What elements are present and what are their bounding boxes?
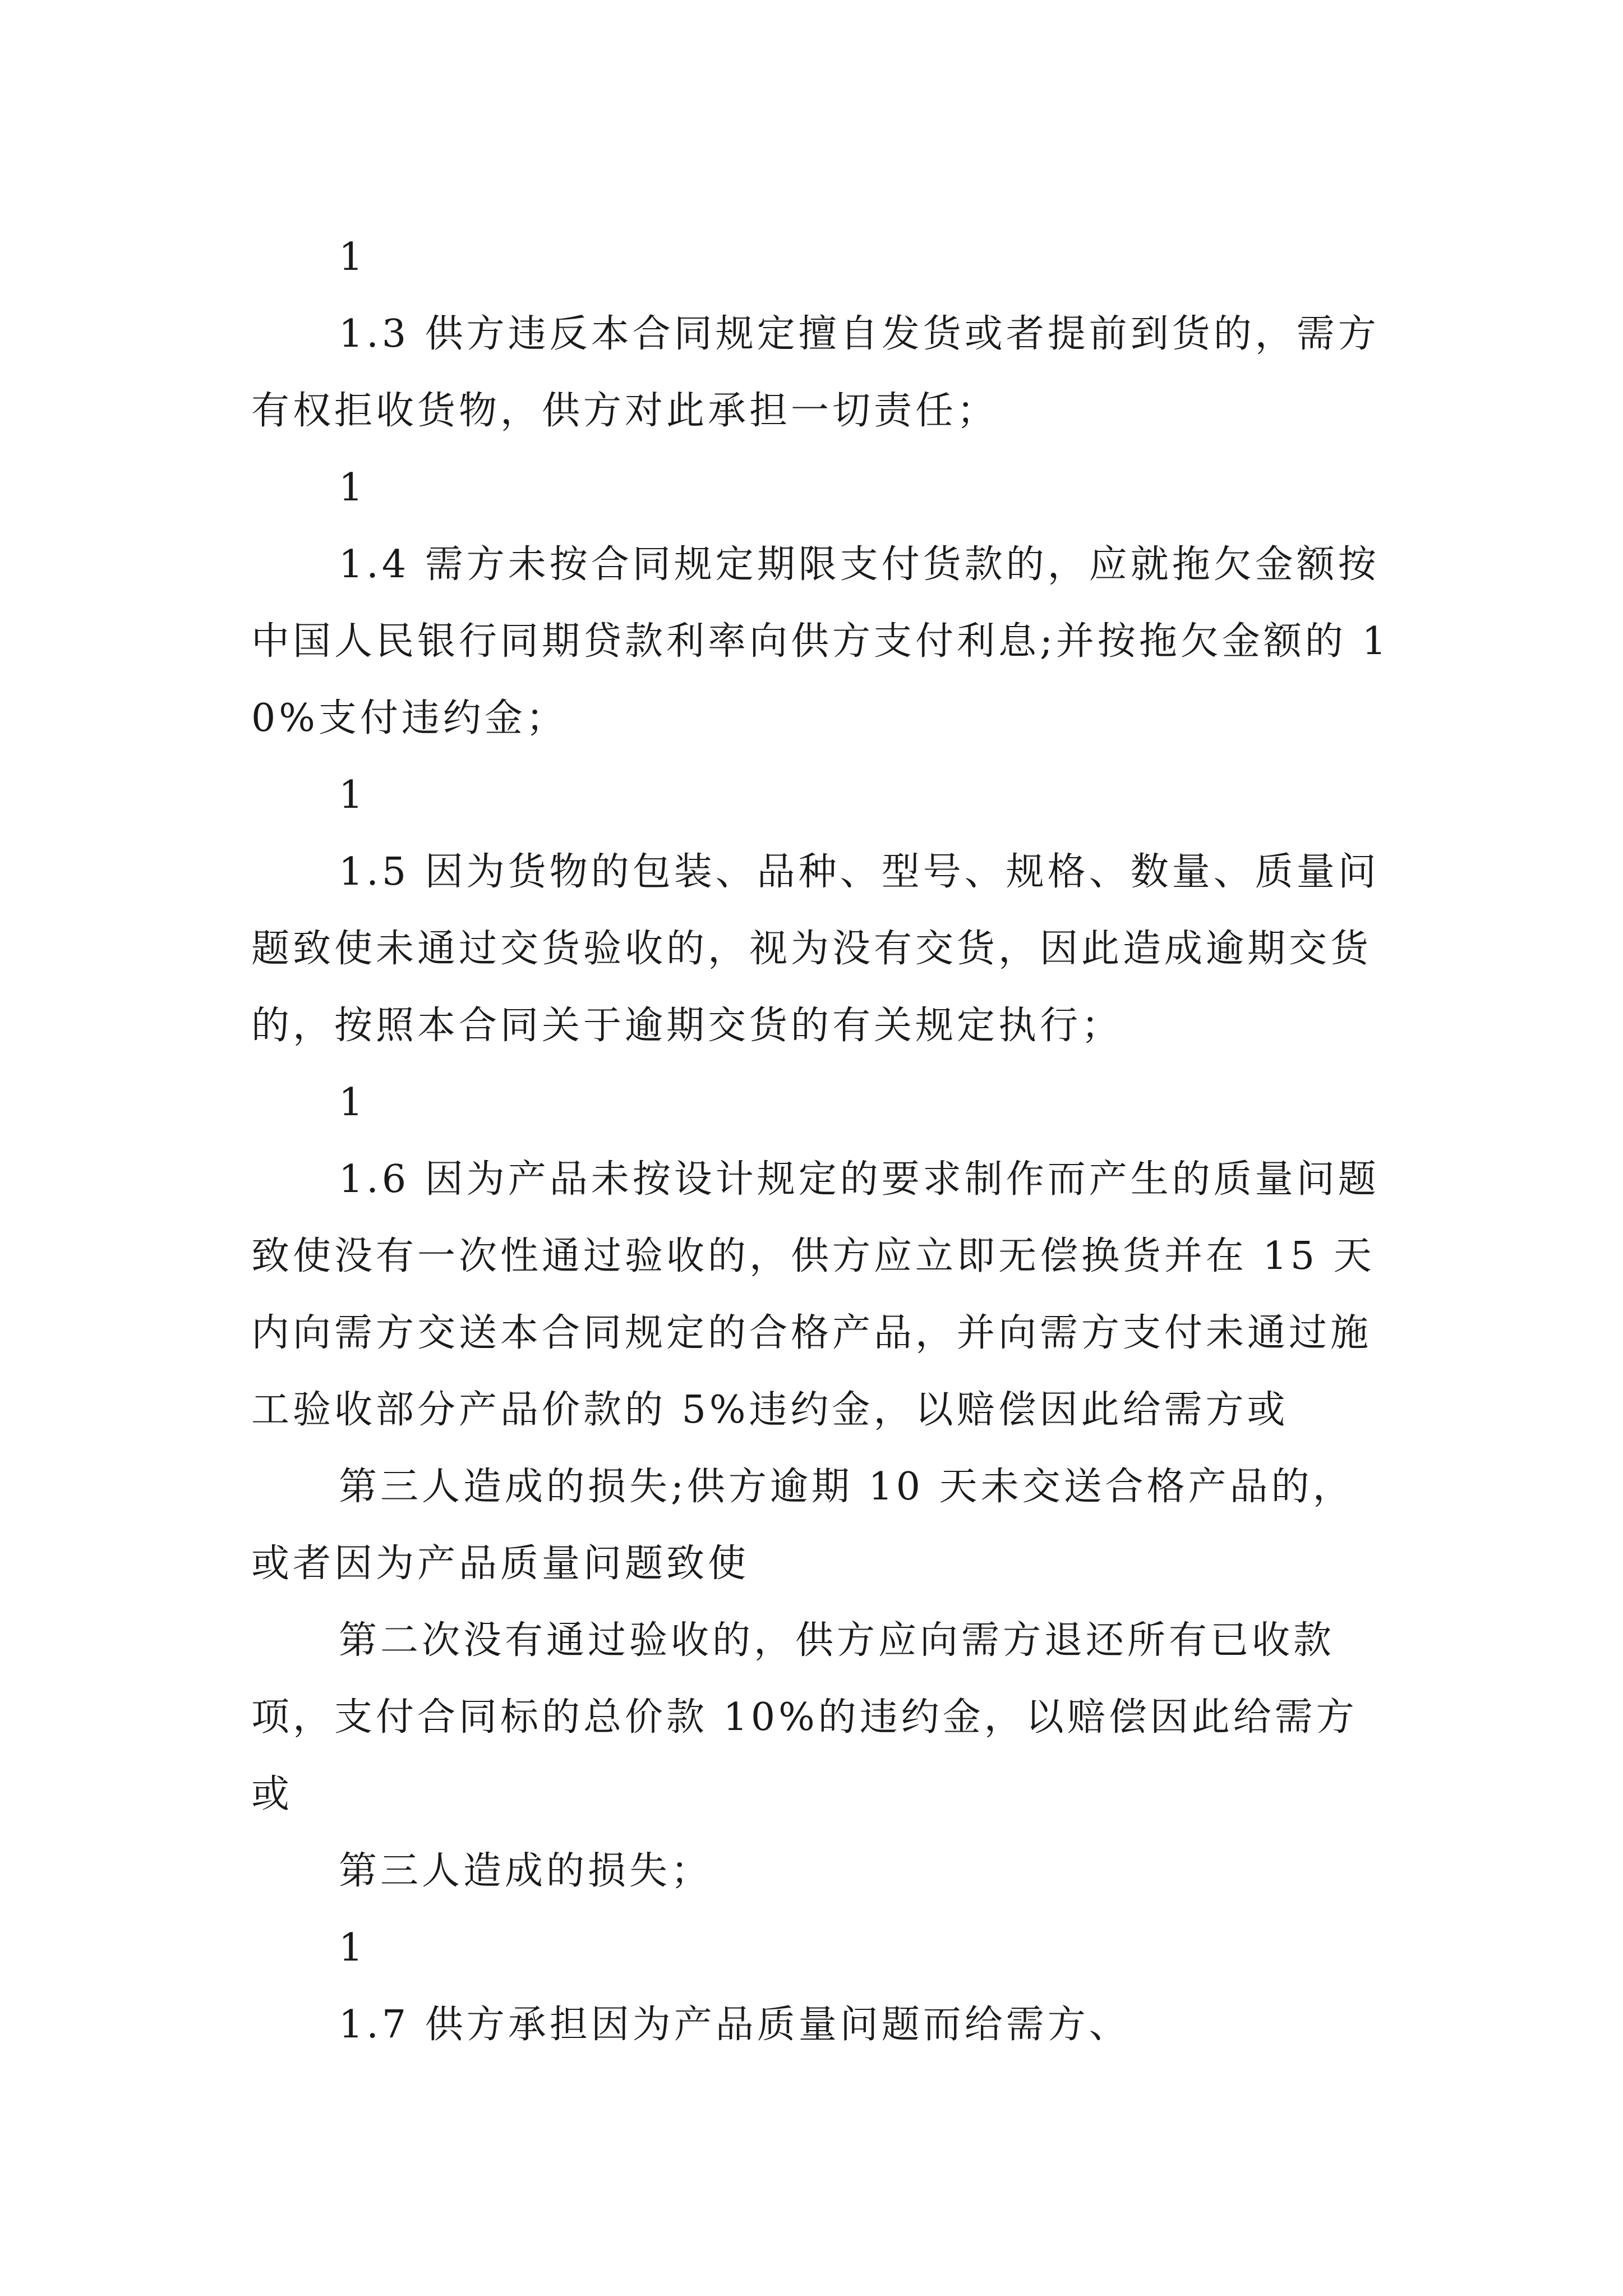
paragraph: 第三人造成的损失;供方逾期 10 天未交送合格产品的，或者因为产品质量问题致使 (251, 1465, 1354, 1586)
paragraph: 第二次没有通过验收的，供方应向需方退还所有已收款项，支付合同标的总价款 10%的违约金，以赔偿因此给需方或 (251, 1618, 1358, 1816)
paragraph: 1.6 因为产品未按设计规定的要求制作而产生的质量问题致使没有一次性通过验收的，供方应立即无偿换货并在 15 天内向需方交送本合同规定的合格产品，并向需方支付未通过施工验收部分产品价款的 5%违约金，以赔偿因此给需方或 (251, 1157, 1380, 1432)
paragraph: 1 (339, 773, 367, 817)
paragraph: 1 (339, 1080, 367, 1125)
paragraph: 1 (339, 1926, 367, 1970)
paragraph: 1.7 供方承担因为产品质量问题而给需方、 (339, 2003, 1131, 2047)
paragraph: 1.3 供方违反本合同规定擅自发货或者提前到货的，需方有权拒收货物，供方对此承担一切责任； (251, 312, 1380, 433)
paragraph: 1.4 需方未按合同规定期限支付货款的，应就拖欠金额按中国人民银行同期贷款利率向供方支付利息;并按拖欠金额的 10%支付违约金； (251, 542, 1390, 740)
document-body (251, 219, 1390, 2063)
paragraph: 1 (339, 235, 367, 279)
paragraph: 1 (339, 466, 367, 510)
paragraph: 1.5 因为货物的包装、品种、型号、规格、数量、质量问题致使未通过交货验收的，视为没有交货，因此造成逾期交货的，按照本合同关于逾期交货的有关规定执行； (251, 850, 1380, 1048)
paragraph: 第三人造成的损失； (339, 1849, 713, 1893)
